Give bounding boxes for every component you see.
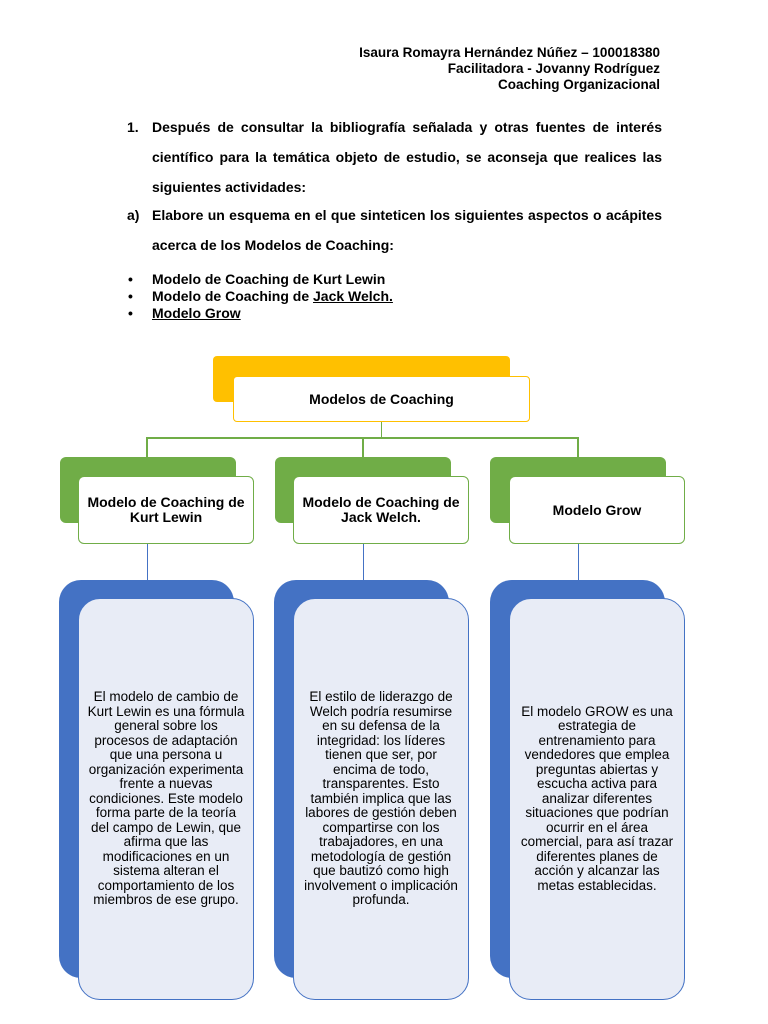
question-number: a) (127, 207, 140, 223)
branch-drop-1 (146, 437, 148, 457)
author-line: Isaura Romayra Hernández Núñez – 100018380 (359, 45, 660, 60)
branch-drop-2 (362, 437, 364, 457)
bullet-icon: • (128, 271, 133, 287)
bullet-item-lewin (128, 271, 393, 288)
question-number: 1. (127, 119, 139, 135)
question-1 (127, 112, 662, 202)
question-text: Elabore un esquema en el que sinteticen los siguientes aspectos o acápites acerca de los Modelos de Coaching: (152, 207, 662, 253)
branch-drop-3 (577, 437, 579, 457)
bullet-icon: • (128, 305, 133, 321)
bullet-underlined-text: Jack Welch. (313, 288, 393, 304)
desc-card-text: El estilo de liderazgo de Welch podría resumirse en su defensa de la integridad: los líderes tienen que ser, por encima de todo, transparentes. Esto también implica que las labores de gestión deben compartirse con los trabajadores, en una metodología de gestión que bautizó como high involvement o implicación profunda. (304, 689, 458, 908)
model-bullet-list (128, 271, 393, 322)
root-node-label: Modelos de Coaching (309, 391, 454, 407)
card-connector (147, 544, 148, 580)
bullet-item-welch (128, 288, 393, 305)
course-line: Coaching Organizacional (497, 77, 660, 92)
model-card-lewin (78, 476, 254, 544)
bullet-icon: • (128, 288, 133, 304)
model-card-title: Modelo de Coaching de Jack Welch. (302, 494, 460, 525)
desc-card-welch (293, 598, 469, 1000)
model-card-grow (509, 476, 685, 544)
desc-card-grow (509, 598, 685, 1000)
bullet-text: Modelo Grow (152, 305, 241, 321)
bullet-text: Modelo de Coaching de (152, 288, 314, 304)
model-card-welch (293, 476, 469, 544)
question-a (127, 200, 662, 260)
root-connector (381, 422, 382, 438)
root-node (233, 376, 530, 422)
bullet-item-grow (128, 305, 393, 322)
desc-card-text: El modelo de cambio de Kurt Lewin es una fórmula general sobre los procesos de adaptación que una persona u organización experimenta frente a nuevas condiciones. Este modelo forma parte de la teoría del campo de Lewin, que afirma que las modificaciones en un sistema alteran el comportamiento de los miembros de ese grupo. (87, 689, 245, 908)
model-card-title: Modelo de Coaching de Kurt Lewin (87, 494, 245, 525)
facilitator-line: Facilitadora - Jovanny Rodríguez (447, 61, 660, 76)
author-header (359, 45, 660, 93)
desc-card-text: El modelo GROW es una estrategia de entrenamiento para vendedores que emplea preguntas abiertas y escucha activa para analizar diferentes situaciones que podrían ocurrir en el área comercial, para así trazar diferentes planes de acción y alcanzar las metas establecidas. (520, 703, 674, 893)
model-card-title: Modelo Grow (552, 501, 642, 518)
question-text: Después de consultar la bibliografía señalada y otras fuentes de interés científico para la temática objeto de estudio, se aconseja que realices las siguientes actividades: (152, 119, 662, 195)
desc-card-lewin (78, 598, 254, 1000)
card-connector (578, 544, 579, 580)
card-connector (363, 544, 364, 580)
bullet-text: Modelo de Coaching de Kurt Lewin (152, 271, 386, 287)
